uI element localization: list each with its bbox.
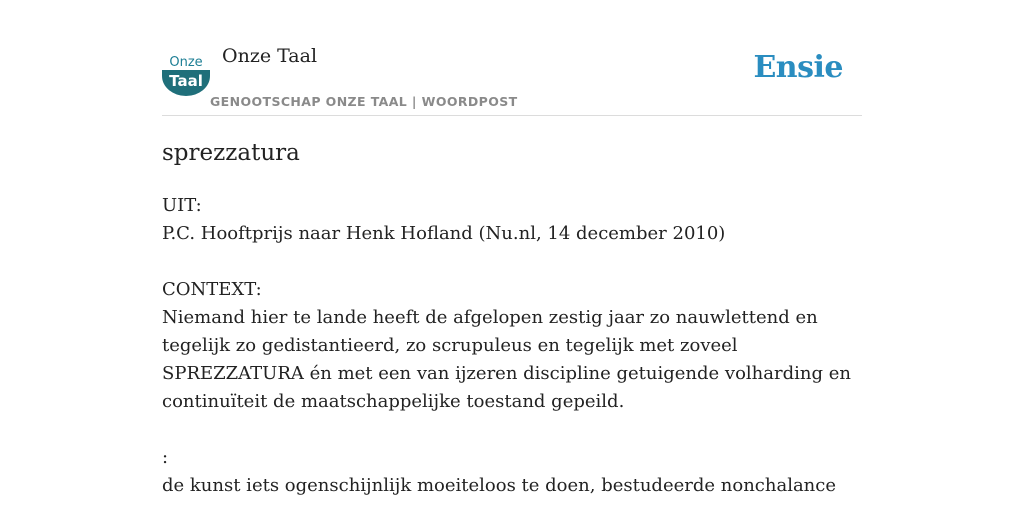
context-text: Niemand hier te lande heeft de afgelopen zestig jaar zo nauwlettend en tegelijk zo gedistantieerd, zo scrupuleus en tegelijk met zoveel SPREZZATURA én met een van ijzeren discipline getuigende volharding en continuïteit de maatschappelijke toestand gepeild. <box>162 307 851 412</box>
source-label: UIT: <box>162 195 202 216</box>
context-label: CONTEXT: <box>162 279 262 300</box>
spacer <box>162 416 862 444</box>
onze-taal-logo[interactable] <box>162 52 210 96</box>
logo-top-text: Onze <box>169 55 203 70</box>
page <box>162 0 862 496</box>
definition-text: de kunst iets ogenschijnlijk moeiteloos te doen, bestudeerde nonchalance <box>162 475 837 496</box>
source-text: P.C. Hooftprijs naar Henk Hofland (Nu.nl, 14 december 2010) <box>162 223 726 244</box>
definition-label: : <box>162 447 169 468</box>
entry-content <box>162 192 862 500</box>
site-header <box>162 0 862 116</box>
ensie-brand-logo[interactable]: Ensie <box>753 50 843 85</box>
site-subtitle: GENOOTSCHAP ONZE TAAL | WOORDPOST <box>210 94 518 109</box>
spacer <box>162 248 862 276</box>
site-name[interactable]: Onze Taal <box>222 45 318 67</box>
logo-bottom-text: Taal <box>169 72 203 90</box>
entry-title: sprezzatura <box>162 140 300 166</box>
